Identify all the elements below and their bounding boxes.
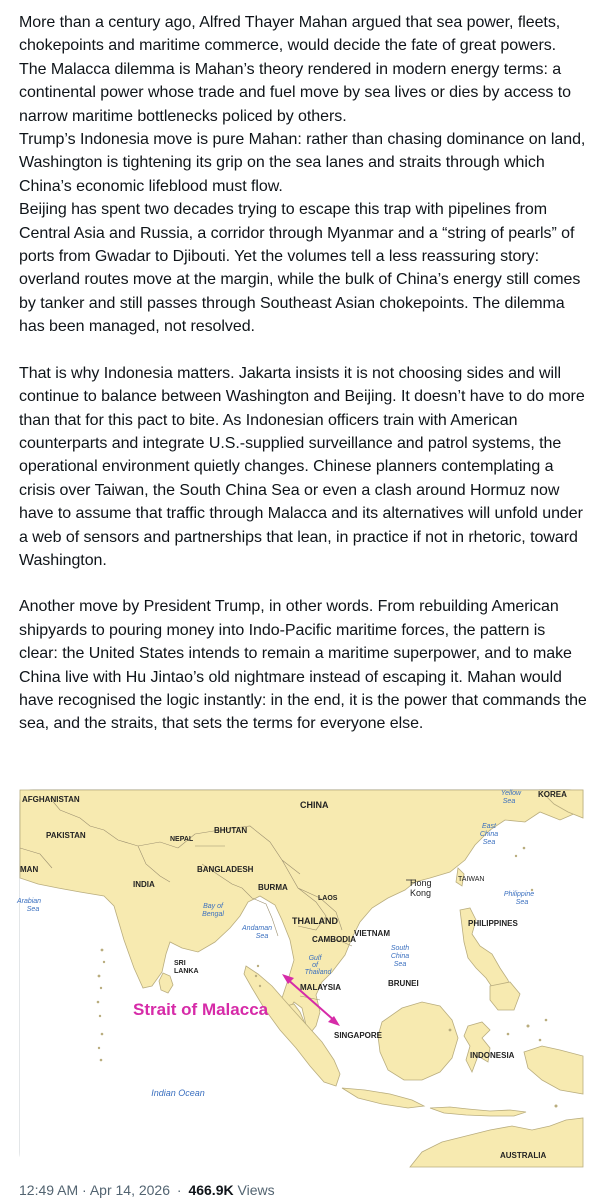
label-yellow-sea-1: Yellow (500, 790, 522, 797)
label-bhutan: BHUTAN (214, 826, 248, 835)
label-south-china-sea-1: South (390, 945, 410, 952)
label-brunei: BRUNEI (388, 979, 419, 988)
label-east-china-sea-1: East (481, 823, 497, 830)
label-laos: LAOS (318, 895, 338, 902)
post-paragraph-5: Another move by President Trump, in other words. From rebuilding American shipyards to pouring money into Indo-Pacific maritime forces, the pattern is clear: the United States intends to remain a maritime superpower, and to make China live with Hu Jintao’s old nightmare instead of escaping it. Mahan would have recognised the logic instantly: in the end, it is the power that commands the sea, and the straits, that sets the terms for everyone else. (19, 598, 587, 733)
label-bay-of-bengal-1: Bay of (203, 903, 223, 910)
views-label: Views (237, 1182, 275, 1198)
label-hong-kong-2: Kong (410, 888, 432, 898)
label-taiwan: TAIWAN (458, 876, 485, 883)
label-philippine-sea-1: Philippine (503, 891, 535, 898)
label-sri-lanka-1: SRI (174, 960, 186, 967)
label-indonesia: INDONESIA (470, 1051, 515, 1060)
label-vietnam: VIETNAM (354, 929, 390, 938)
post-paragraph-1: More than a century ago, Alfred Thayer Mahan argued that sea power, fleets, chokepoints and maritime commerce, would decide the fate of great powers. The Malacca dilemma is Mahan’s theory rendered in modern energy terms: a continental power whose trade and fuel move by sea lives or dies by access to narrow maritime bottlenecks policed by others. (19, 14, 572, 125)
label-south-china-sea-2: China (390, 953, 410, 960)
label-east-china-sea-3: Sea (482, 839, 496, 846)
label-burma: BURMA (258, 883, 288, 892)
post-paragraph-2: Trump’s Indonesia move is pure Mahan: rather than chasing dominance on land, Washington is tightening its grip on the sea lanes and straits through which China’s economic lifeblood must flow. (19, 131, 586, 195)
post-meta (19, 1182, 275, 1198)
label-hong-kong-1: Hong (410, 878, 432, 888)
label-bangladesh: BANGLADESH (197, 865, 254, 874)
post-image-map[interactable] (16, 789, 582, 1166)
label-bay-of-bengal-2: Bengal (202, 911, 224, 918)
label-philippine-sea-2: Sea (515, 899, 529, 906)
post-text (19, 11, 587, 736)
label-strait-of-malacca: Strait of Malacca (133, 1000, 269, 1019)
meta-separator: · (176, 1182, 182, 1198)
label-philippines: PHILIPPINES (468, 919, 518, 928)
label-india: INDIA (133, 880, 155, 889)
malacca-map (16, 790, 583, 1167)
label-gulf-of-thailand-1: Gulf (308, 955, 322, 962)
post-timestamp[interactable]: 12:49 AM · Apr 14, 2026 (19, 1182, 170, 1198)
label-afghanistan: AFGHANISTAN (22, 795, 80, 804)
label-thailand: THAILAND (292, 916, 338, 926)
label-korea: KOREA (538, 790, 567, 799)
label-singapore: SINGAPORE (334, 1031, 383, 1040)
label-china: CHINA (300, 800, 329, 810)
views-count: 466.9K (188, 1182, 234, 1198)
label-yellow-sea-2: Sea (502, 798, 516, 805)
label-arabian-sea-1: Arabian (16, 898, 42, 905)
post-paragraph-4: That is why Indonesia matters. Jakarta insists it is not choosing sides and will continue to balance between Washington and Beijing. It doesn’t have to do more than that for this pact to bite. As Indonesian officers train with American counterparts and integrate U.S.-supplied surveillance and patrol systems, the operational environment quietly changes. Chinese planners contemplating a crisis over Taiwan, the South China Sea or even a clash around Hormuz now have to assume that traffic through Malacca and its alternatives will unfold under a web of sensors and partnerships that lean, in practice if not in rhetoric, toward Washington. (19, 364, 585, 569)
label-east-china-sea-2: China (479, 831, 499, 838)
label-pakistan: PAKISTAN (46, 831, 86, 840)
label-andaman-sea-2: Sea (255, 933, 269, 940)
label-cambodia: CAMBODIA (312, 935, 356, 944)
label-south-china-sea-3: Sea (393, 961, 407, 968)
label-arabian-sea-2: Sea (26, 906, 40, 913)
label-oman: MAN (20, 865, 39, 874)
label-indian-ocean: Indian Ocean (151, 1088, 205, 1098)
label-gulf-of-thailand-3: Thailand (304, 969, 332, 976)
label-australia: AUSTRALIA (500, 1151, 547, 1160)
label-sri-lanka-2: LANKA (174, 968, 199, 975)
label-andaman-sea-1: Andaman (242, 925, 272, 932)
post-paragraph-3: Beijing has spent two decades trying to escape this trap with pipelines from Central Asia and Russia, a corridor through Myanmar and a “string of pearls” of ports from Gwadar to Djibouti. Yet the volumes tell a less reassuring story: overland routes move at the margin, while the bulk of China’s energy still comes by tanker and still passes through Southeast Asian chokepoints. The dilemma has been managed, not resolved. (19, 201, 581, 336)
label-gulf-of-thailand-2: of (312, 962, 318, 969)
label-nepal: NEPAL (170, 836, 194, 843)
label-malaysia: MALAYSIA (300, 983, 342, 992)
